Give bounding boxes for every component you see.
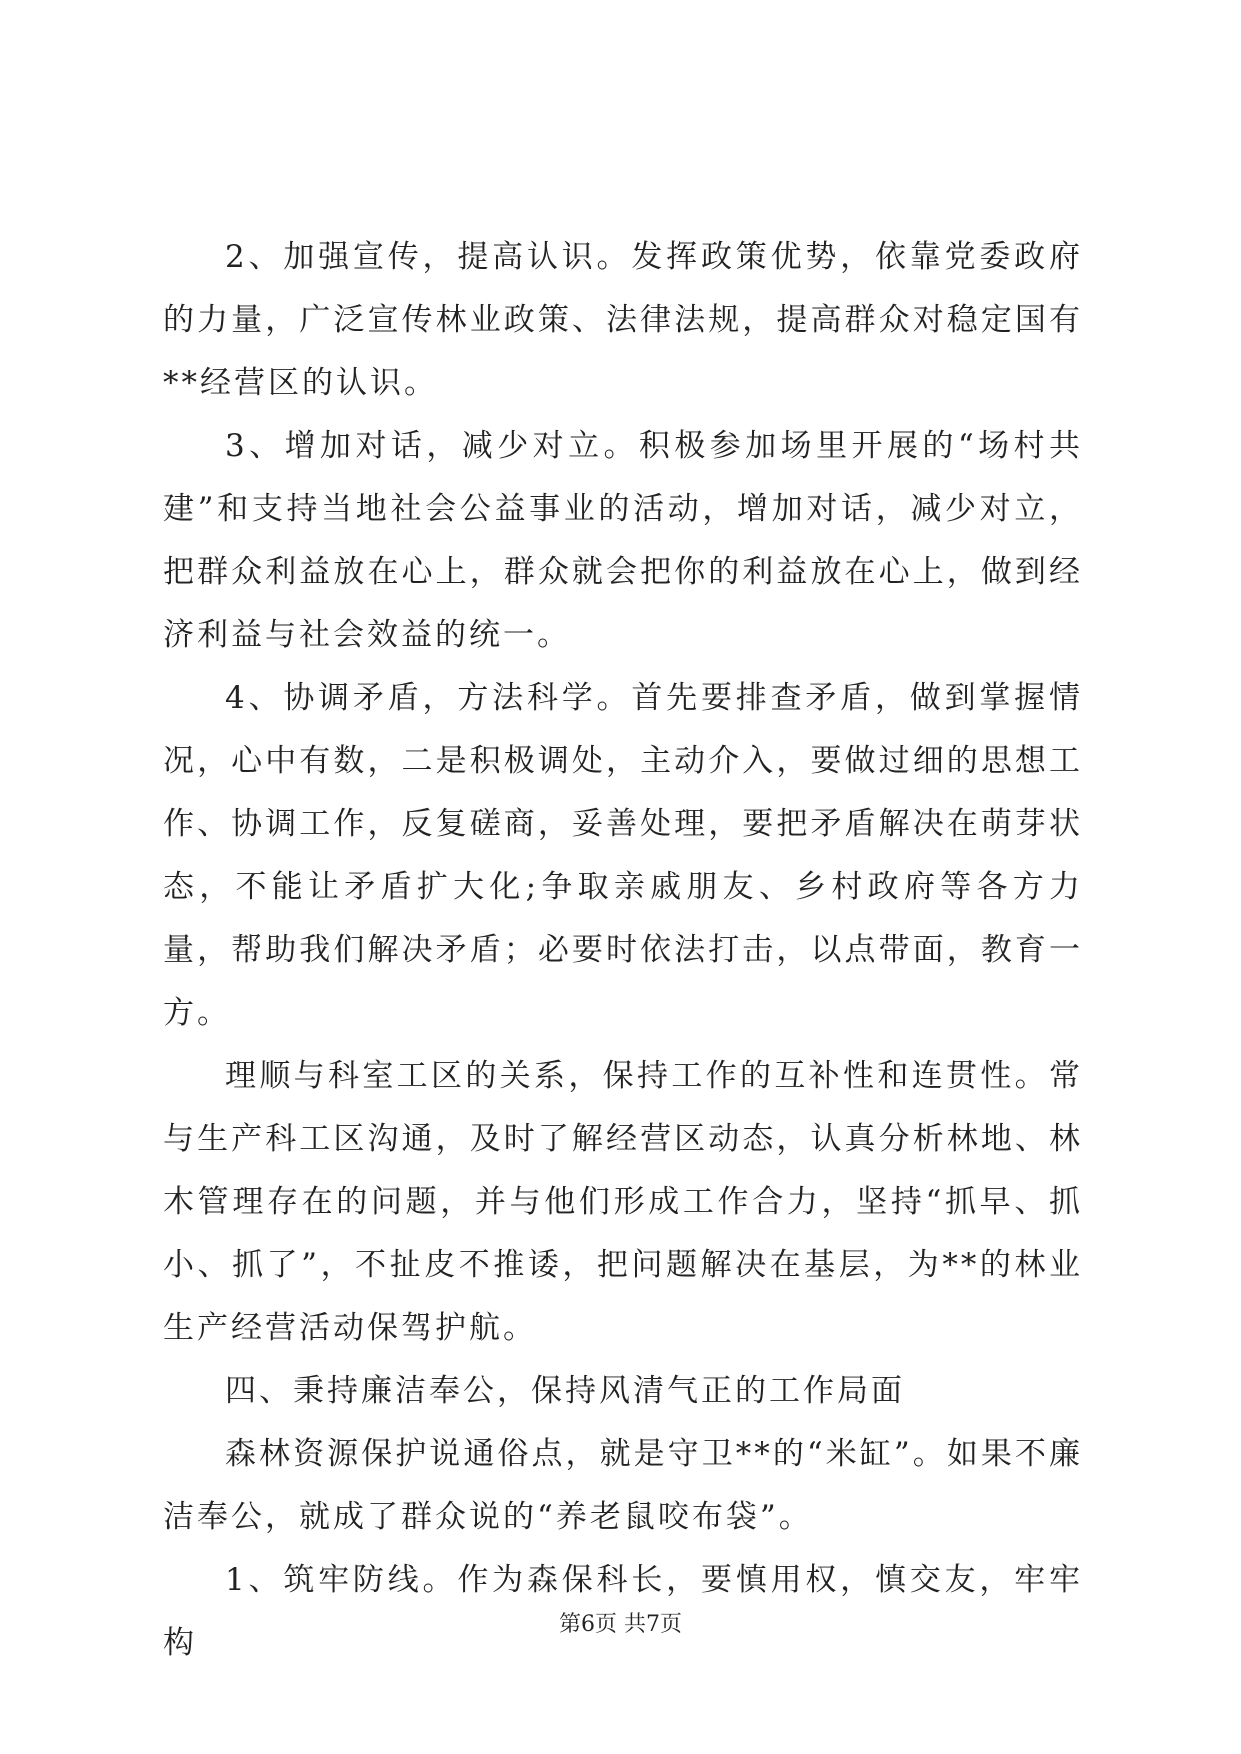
paragraph-build-defense: 1、筑牢防线。作为森保科长，要慎用权，慎交友，牢牢构 — [163, 1562, 1083, 1661]
paragraph-department-relations: 理顺与科室工区的关系，保持工作的互补性和连贯性。常与生产科工区沟通，及时了解经营区动态，认真分析林地、林木管理存在的问题，并与他们形成工作合力，坚持“抓早、抓小、抓了”，不扯皮不推诿，把问题解决在基层，为**的林业生产经营活动保驾护航。 — [163, 1058, 1083, 1346]
page-footer: 第6页 共7页 — [559, 1612, 682, 1637]
document-body — [163, 226, 1083, 1675]
paragraph-coordinate-conflicts: 4、协调矛盾，方法科学。首先要排查矛盾，做到掌握情况，心中有数，二是积极调处，主动介入，要做过细的思想工作、协调工作，反复磋商，妥善处理，要把矛盾解决在萌芽状态，不能让矛盾扩大化;争取亲戚朋友、乡村政府等各方力量，帮助我们解决矛盾；必要时依法打击，以点带面，教育一方。 — [163, 680, 1083, 1031]
paragraph-forest-protection: 森林资源保护说通俗点，就是守卫**的“米缸”。如果不廉洁奉公，就成了群众说的“养老鼠咬布袋”。 — [163, 1436, 1083, 1535]
paragraph-increase-dialogue: 3、增加对话，减少对立。积极参加场里开展的“场村共建”和支持当地社会公益事业的活动，增加对话，减少对立，把群众利益放在心上，群众就会把你的利益放在心上，做到经济利益与社会效益的统一。 — [163, 428, 1083, 653]
section-heading-integrity: 四、秉持廉洁奉公，保持风清气正的工作局面 — [225, 1373, 905, 1409]
paragraph-strengthen-publicity: 2、加强宣传，提高认识。发挥政策优势，依靠党委政府的力量，广泛宣传林业政策、法律法规，提高群众对稳定国有**经营区的认识。 — [163, 239, 1083, 401]
